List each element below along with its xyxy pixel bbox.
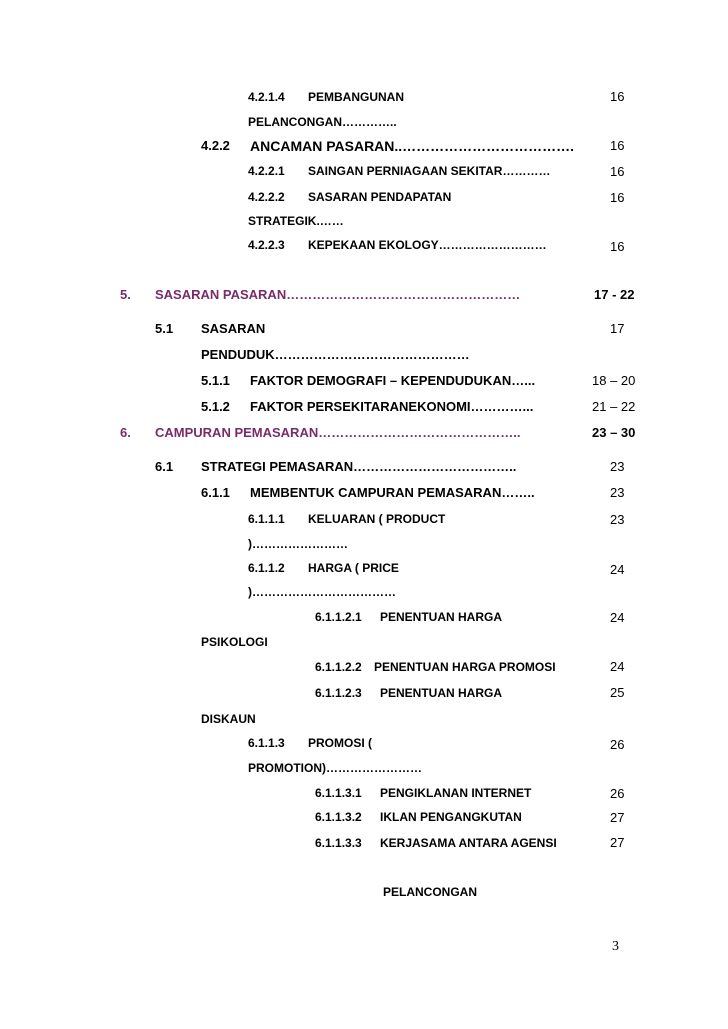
toc-entry-6-1-1-2-2-page: 24 — [610, 659, 625, 674]
toc-entry-4-2-1-4-number: 4.2.1.4 — [248, 90, 285, 104]
toc-entry-4-2-1-4-page: 16 — [610, 89, 625, 104]
toc-entry-6-1-1-2-1-title-cont: PSIKOLOGI — [201, 635, 268, 649]
toc-entry-6-1-1-2-number: 6.1.1.2 — [248, 561, 285, 575]
toc-entry-6-1-1-number: 6.1.1 — [201, 485, 230, 500]
toc-entry-5-1-1-number: 5.1.1 — [201, 373, 230, 388]
toc-entry-4-2-2-1-page: 16 — [610, 164, 625, 179]
toc-entry-6-1-1-3-title-cont: PROMOTION)…………………… — [248, 761, 422, 775]
toc-entry-6-1-title: STRATEGI PEMASARAN……………………………….. — [201, 459, 517, 474]
toc-entry-4-2-2-number: 4.2.2 — [201, 138, 230, 153]
toc-entry-6-1-1-2-3-page: 25 — [610, 685, 625, 700]
toc-entry-5-1-2-page: 21 – 22 — [592, 399, 636, 414]
toc-entry-6-1-1-2-2-number: 6.1.1.2.2 — [315, 660, 362, 674]
toc-entry-6-1-1-3-1-page: 26 — [610, 786, 625, 801]
toc-entry-4-2-2-3-title: KEPEKAAN EKOLOGY……………………… — [308, 238, 547, 252]
toc-entry-6-1-1-3-1-title: PENGIKLANAN INTERNET — [380, 786, 532, 800]
toc-entry-4-2-2-1-number: 4.2.2.1 — [248, 164, 285, 178]
toc-entry-6-1-number: 6.1 — [155, 459, 174, 474]
toc-entry-6-1-1-page: 23 — [610, 485, 625, 500]
toc-entry-6-1-1-3-3-page: 27 — [610, 835, 625, 850]
toc-entry-6-1-1-1-title: KELUARAN ( PRODUCT — [308, 512, 446, 526]
toc-entry-6-1-1-1-number: 6.1.1.1 — [248, 512, 285, 526]
toc-entry-6-1-1-2-1-page: 24 — [610, 610, 625, 625]
toc-entry-6-1-1-2-3-title: PENENTUAN HARGA — [380, 686, 503, 700]
toc-entry-6-1-1-2-title: HARGA ( PRICE — [308, 561, 399, 575]
toc-entry-4-2-2-2-title: SASARAN PENDAPATAN — [308, 190, 452, 204]
toc-entry-6-1-1-3-2-page: 27 — [610, 810, 625, 825]
toc-entry-6-1-1-3-title: PROMOSI ( — [308, 736, 373, 750]
toc-entry-6-1-1-3-3-number: 6.1.1.3.3 — [315, 836, 362, 850]
toc-entry-6-1-1-3-page: 26 — [610, 737, 625, 752]
toc-entry-6-1-1-3-number: 6.1.1.3 — [248, 736, 285, 750]
toc-entry-5-page: 17 - 22 — [594, 287, 635, 302]
toc-entry-6-1-1-1-title-cont: )…………………… — [248, 537, 348, 551]
page-number: 3 — [612, 939, 619, 954]
toc-entry-4-2-1-4-title: PEMBANGUNAN — [308, 90, 404, 104]
toc-entry-6-1-1-3-3-title: KERJASAMA ANTARA AGENSI — [380, 836, 557, 850]
toc-entry-6-1-page: 23 — [610, 459, 625, 474]
toc-entry-4-2-2-title: ANCAMAN PASARAN..………………………………. — [250, 138, 575, 154]
toc-entry-6-number: 6. — [120, 425, 131, 440]
toc-entry-6-1-1-2-1-title: PENENTUAN HARGA — [380, 610, 503, 624]
toc-entry-5-1-number: 5.1 — [155, 321, 174, 336]
toc-entry-5-title: SASARAN PASARAN……………………………………………… — [155, 287, 521, 302]
toc-entry-5-1-title: SASARAN — [201, 321, 266, 336]
toc-entry-6-1-1-1-page: 23 — [610, 512, 625, 527]
toc-entry-4-2-2-3-page: 16 — [610, 239, 625, 254]
toc-entry-5-1-1-page: 18 – 20 — [592, 373, 636, 388]
toc-entry-6-page: 23 – 30 — [592, 425, 636, 440]
toc-entry-4-2-2-page: 16 — [610, 138, 625, 153]
toc-entry-5-1-2-number: 5.1.2 — [201, 399, 230, 414]
toc-entry-5-1-page: 17 — [610, 321, 625, 336]
toc-entry-4-2-2-2-number: 4.2.2.2 — [248, 190, 285, 204]
toc-entry-4-2-2-2-title-cont: STRATEGIK.…… — [248, 214, 344, 228]
toc-entry-6-1-1-2-3-number: 6.1.1.2.3 — [315, 686, 362, 700]
toc-entry-6-1-1-2-title-cont: )……………………………… — [248, 585, 396, 599]
toc-entry-6-1-1-2-3-title-cont: DISKAUN — [201, 712, 256, 726]
toc-entry-6-1-1-3-2-title: IKLAN PENGANGKUTAN — [380, 810, 522, 824]
toc-entry-6-1-1-3-3-title-cont: PELANCONGAN — [383, 885, 478, 899]
toc-entry-5-1-2-title: FAKTOR PERSEKITARANEKONOMI…………... — [250, 399, 534, 414]
toc-entry-4-2-2-2-page: 16 — [610, 190, 625, 205]
toc-entry-6-1-1-3-2-number: 6.1.1.3.2 — [315, 810, 362, 824]
toc-entry-5-1-1-title: FAKTOR DEMOGRAFI – KEPENDUDUKAN…... — [250, 373, 536, 388]
toc-entry-6-1-1-2-2-title: PENENTUAN HARGA PROMOSI — [374, 660, 556, 674]
toc-entry-6-1-1-2-1-number: 6.1.1.2.1 — [315, 610, 362, 624]
toc-entry-6-1-1-2-page: 24 — [610, 562, 625, 577]
toc-entry-6-title: CAMPURAN PEMASARAN……………………………………….. — [155, 425, 521, 440]
toc-entry-6-1-1-3-1-number: 6.1.1.3.1 — [315, 786, 362, 800]
toc-entry-6-1-1-title: MEMBENTUK CAMPURAN PEMASARAN…….. — [250, 485, 535, 500]
toc-entry-4-2-2-3-number: 4.2.2.3 — [248, 238, 285, 252]
toc-entry-4-2-2-1-title: SAINGAN PERNIAGAAN SEKITAR………… — [308, 164, 551, 178]
toc-entry-5-number: 5. — [120, 287, 131, 302]
toc-entry-5-1-title-cont: PENDUDUK……………………………………… — [201, 347, 470, 362]
toc-entry-4-2-1-4-title-cont: PELANCONGAN………….. — [248, 115, 397, 129]
